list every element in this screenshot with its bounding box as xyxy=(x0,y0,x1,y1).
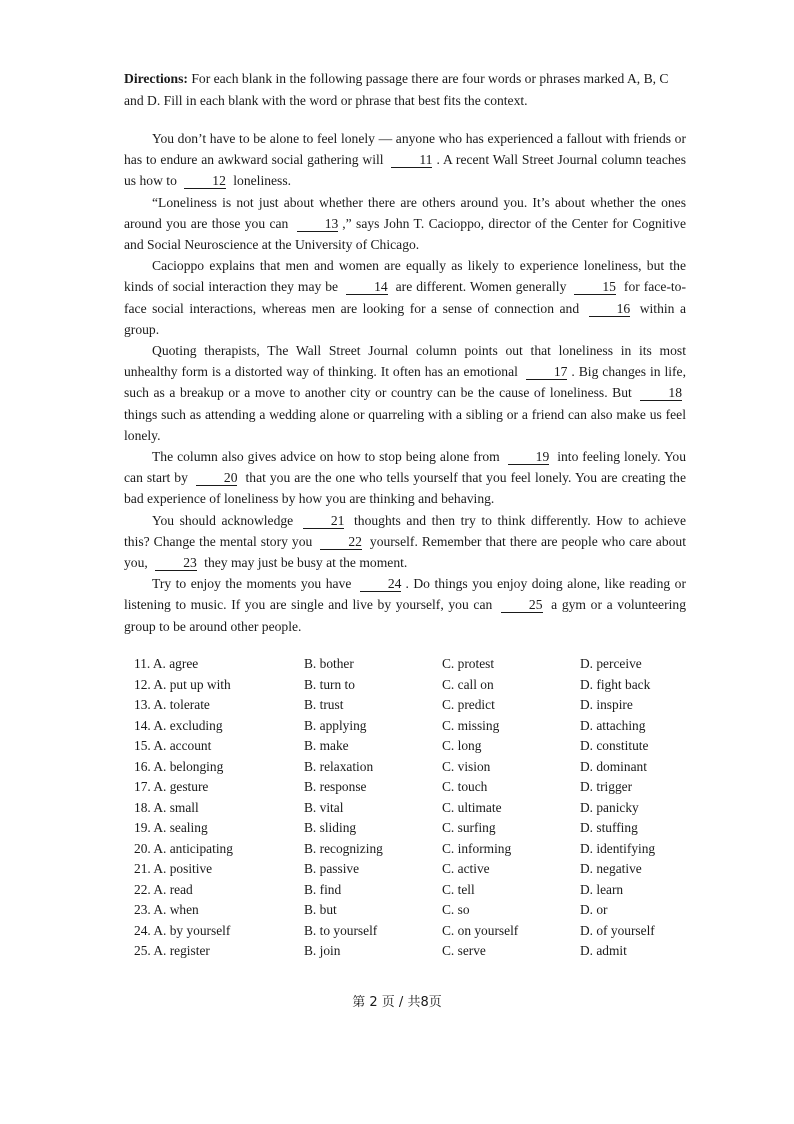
option-a: 22. A. read xyxy=(134,881,193,897)
option-row xyxy=(134,677,694,698)
blank-25: 25 xyxy=(501,597,543,613)
option-b: B. to yourself xyxy=(304,922,378,938)
option-a: 21. A. positive xyxy=(134,861,213,876)
option-c: C. so xyxy=(442,902,470,917)
option-b: B. join xyxy=(304,943,341,958)
blank-21: 21 xyxy=(303,513,345,529)
option-row xyxy=(134,697,694,718)
option-a: 16. A. belonging xyxy=(134,758,224,774)
option-d: D. negative xyxy=(580,861,642,876)
directions xyxy=(124,68,690,112)
option-a: 13. A. tolerate xyxy=(134,697,210,712)
option-a: 14. A. excluding xyxy=(134,717,223,733)
option-a: 12. A. put up with xyxy=(134,676,231,692)
passage-paragraph xyxy=(124,255,686,340)
option-a: 24. A. by yourself xyxy=(134,922,231,938)
blank-14: 14 xyxy=(346,279,388,295)
option-c: C. protest xyxy=(442,656,495,671)
option-b: B. recognizing xyxy=(304,840,383,856)
passage-text: . Big changes in life, such as a breakup or a move to another city or country can be the cause of loneliness. But xyxy=(124,364,686,401)
blank-22: 22 xyxy=(320,534,362,550)
passage-text: You don’t have to be alone to feel lonely — anyone who has experienced a fallout with friends or has to endure an awkward social gathering will xyxy=(124,131,686,168)
option-c: C. serve xyxy=(442,943,486,958)
option-row xyxy=(134,656,694,677)
passage-text: You should acknowledge xyxy=(152,512,299,528)
option-d: D. constitute xyxy=(580,738,649,753)
option-d: D. inspire xyxy=(580,697,633,712)
option-row xyxy=(134,800,694,821)
blank-20: 20 xyxy=(196,470,238,486)
option-b: B. but xyxy=(304,902,337,917)
option-b: B. applying xyxy=(304,717,367,733)
option-c: C. vision xyxy=(442,758,491,774)
option-row xyxy=(134,779,694,800)
blank-18: 18 xyxy=(640,385,682,401)
option-b: B. vital xyxy=(304,799,344,815)
option-a: 11. A. agree xyxy=(134,656,199,671)
passage-paragraph xyxy=(124,340,686,446)
passage-text: for face-to-face social interactions, whereas men are looking for a sense of connection and xyxy=(124,279,687,316)
passage-text: that you are the one who tells yourself that you feel lonely. You are creating the bad experience of loneliness by how you are thinking and behaving. xyxy=(124,470,686,507)
option-d: D. learn xyxy=(580,881,624,897)
answer-options xyxy=(134,656,694,964)
option-b: B. make xyxy=(304,738,349,753)
passage-text: within a group. xyxy=(124,300,686,337)
passage-text: “Loneliness is not just about whether there are others around you. It’s about whether the ones around you are those you can xyxy=(124,194,686,231)
option-row xyxy=(134,841,694,862)
option-d: D. panicky xyxy=(580,799,639,815)
option-row xyxy=(134,943,694,964)
option-a: 20. A. anticipating xyxy=(134,840,233,856)
passage-text: are different. Women generally xyxy=(391,279,571,295)
option-b: B. trust xyxy=(304,697,344,712)
option-b: B. sliding xyxy=(304,820,357,835)
option-row xyxy=(134,759,694,780)
blank-13: 13 xyxy=(297,216,339,232)
option-d: D. fight back xyxy=(580,676,651,692)
directions-text: For each blank in the following passage there are four words or phrases marked A, B, C and D. Fill in each blank with the word or phrase that best fits the context. xyxy=(124,71,669,108)
option-b: B. bother xyxy=(304,656,354,671)
passage-text: Cacioppo explains that men and women are equally as likely to experience loneliness, but the kinds of social interaction they may be xyxy=(124,258,686,295)
directions-label: Directions: xyxy=(124,71,188,86)
passage-paragraph xyxy=(124,573,686,637)
option-c: C. long xyxy=(442,738,482,753)
passage-text: The column also gives advice on how to stop being alone from xyxy=(152,449,504,465)
passage-text: into feeling lonely. You can start by xyxy=(124,449,686,486)
option-b: B. turn to xyxy=(304,676,355,692)
option-c: C. tell xyxy=(442,881,475,897)
blank-16: 16 xyxy=(589,301,631,317)
passage-text: things such as attending a wedding alone or quarreling with a sibling or a friend can also make us feel lonely. xyxy=(124,406,686,443)
passage-paragraph xyxy=(124,446,686,510)
passage-text: yourself. Remember that there are people who care about you, xyxy=(124,533,686,571)
option-d: D. admit xyxy=(580,943,627,958)
option-a: 15. A. account xyxy=(134,738,212,753)
option-d: D. dominant xyxy=(580,758,647,774)
option-a: 23. A. when xyxy=(134,902,199,917)
option-c: C. active xyxy=(442,861,490,876)
option-c: C. call on xyxy=(442,676,494,692)
blank-17: 17 xyxy=(526,364,568,380)
passage-text: a gym or a volunteering group to be around other people. xyxy=(124,597,686,634)
option-row xyxy=(134,820,694,841)
page-footer: 第 2 页 / 共8页 xyxy=(352,995,442,1010)
passage-paragraph xyxy=(124,192,686,256)
option-b: B. passive xyxy=(304,861,360,876)
option-row xyxy=(134,861,694,882)
blank-15: 15 xyxy=(574,279,616,295)
option-d: D. of yourself xyxy=(580,922,655,938)
passage-paragraph xyxy=(124,510,686,574)
blank-23: 23 xyxy=(155,555,197,571)
option-d: D. stuffing xyxy=(580,820,638,835)
option-a: 18. A. small xyxy=(134,799,199,815)
option-d: D. trigger xyxy=(580,779,633,794)
option-row xyxy=(134,738,694,759)
option-c: C. surfing xyxy=(442,820,496,835)
passage-text: they may just be busy at the moment. xyxy=(200,555,408,571)
blank-24: 24 xyxy=(360,576,402,592)
option-a: 19. A. sealing xyxy=(134,820,208,835)
option-b: B. response xyxy=(304,779,367,794)
option-b: B. relaxation xyxy=(304,758,374,774)
option-d: D. perceive xyxy=(580,656,642,671)
option-d: D. or xyxy=(580,902,608,917)
option-c: C. ultimate xyxy=(442,799,502,815)
passage-text: loneliness. xyxy=(229,173,292,189)
blank-12: 12 xyxy=(184,173,226,189)
option-c: C. missing xyxy=(442,717,500,733)
blank-11: 11 xyxy=(391,152,432,168)
option-row xyxy=(134,718,694,739)
option-a: 25. A. register xyxy=(134,943,210,958)
passage-text: Try to enjoy the moments you have xyxy=(152,576,356,592)
option-row xyxy=(134,902,694,923)
option-a: 17. A. gesture xyxy=(134,779,209,794)
passage-text: . A recent Wall Street Journal column teaches us how to xyxy=(124,152,686,189)
passage-text: ,” says John T. Cacioppo, director of the Center for Cognitive and Social Neuroscience at the University of Chicago. xyxy=(124,215,686,253)
passage-text: . Do things you enjoy doing alone, like reading or listening to music. If you are single and live by yourself, you can xyxy=(124,576,686,613)
option-c: C. informing xyxy=(442,840,512,856)
passage-text: Quoting therapists, The Wall Street Journal column points out that loneliness in its most unhealthy form is a distorted way of thinking. It often has an emotional xyxy=(124,343,686,380)
option-d: D. identifying xyxy=(580,840,656,856)
option-row xyxy=(134,882,694,903)
option-row xyxy=(134,923,694,944)
blank-19: 19 xyxy=(508,449,550,465)
passage-paragraph xyxy=(124,128,686,192)
option-c: C. predict xyxy=(442,697,495,712)
passage-text: thoughts and then try to think differently. How to achieve this? Change the mental story you xyxy=(124,512,686,549)
option-b: B. find xyxy=(304,881,342,897)
option-d: D. attaching xyxy=(580,717,646,733)
cloze-passage xyxy=(124,128,686,637)
option-c: C. touch xyxy=(442,779,488,794)
option-c: C. on yourself xyxy=(442,922,519,938)
